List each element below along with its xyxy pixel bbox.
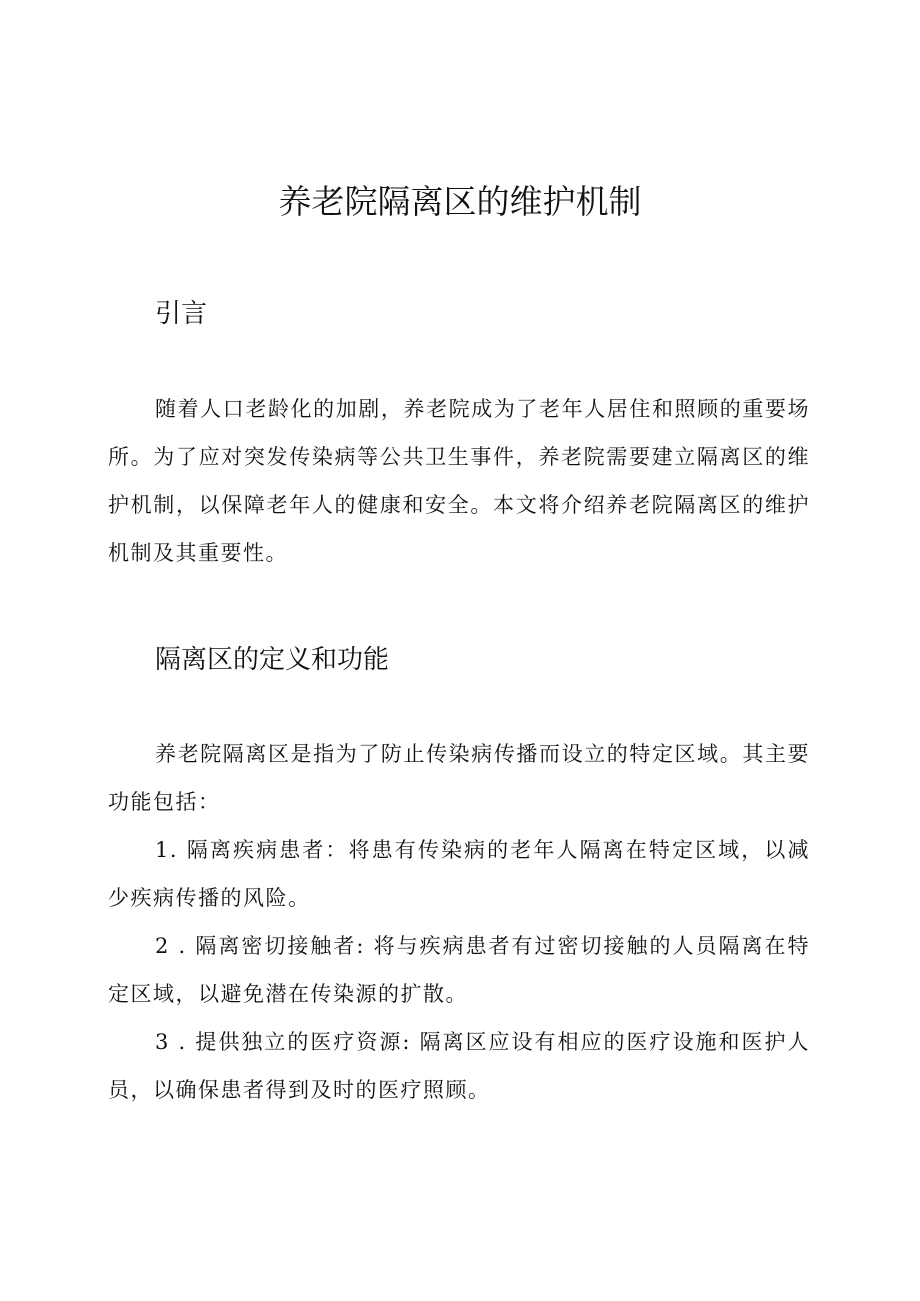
function-list-item-1: 1. 隔离疾病患者：将患有传染病的老年人隔离在特定区域，以减少疾病传播的风险。 xyxy=(108,838,810,910)
introduction-paragraph: 随着人口老龄化的加剧，养老院成为了老年人居住和照顾的重要场所。为了应对突发传染病等公共卫生事件，养老院需要建立隔离区的维护机制，以保障老年人的健康和安全。本文将介绍养老院隔离区的维护机制及其重要性。 xyxy=(108,397,810,565)
definition-paragraph: 养老院隔离区是指为了防止传染病传播而设立的特定区域。其主要功能包括： xyxy=(108,742,810,814)
document-title: 养老院隔离区的维护机制 xyxy=(278,182,642,221)
section-heading-definition-and-functions: 隔离区的定义和功能 xyxy=(155,645,390,675)
section-heading-introduction: 引言 xyxy=(155,299,208,329)
function-list-item-2: 2 . 隔离密切接触者: 将与疾病患者有过密切接触的人员隔离在特定区域，以避免潜在传染源的扩散。 xyxy=(108,934,810,1006)
function-list-item-3: 3 . 提供独立的医疗资源: 隔离区应设有相应的医疗设施和医护人员，以确保患者得到及时的医疗照顾。 xyxy=(108,1030,810,1102)
